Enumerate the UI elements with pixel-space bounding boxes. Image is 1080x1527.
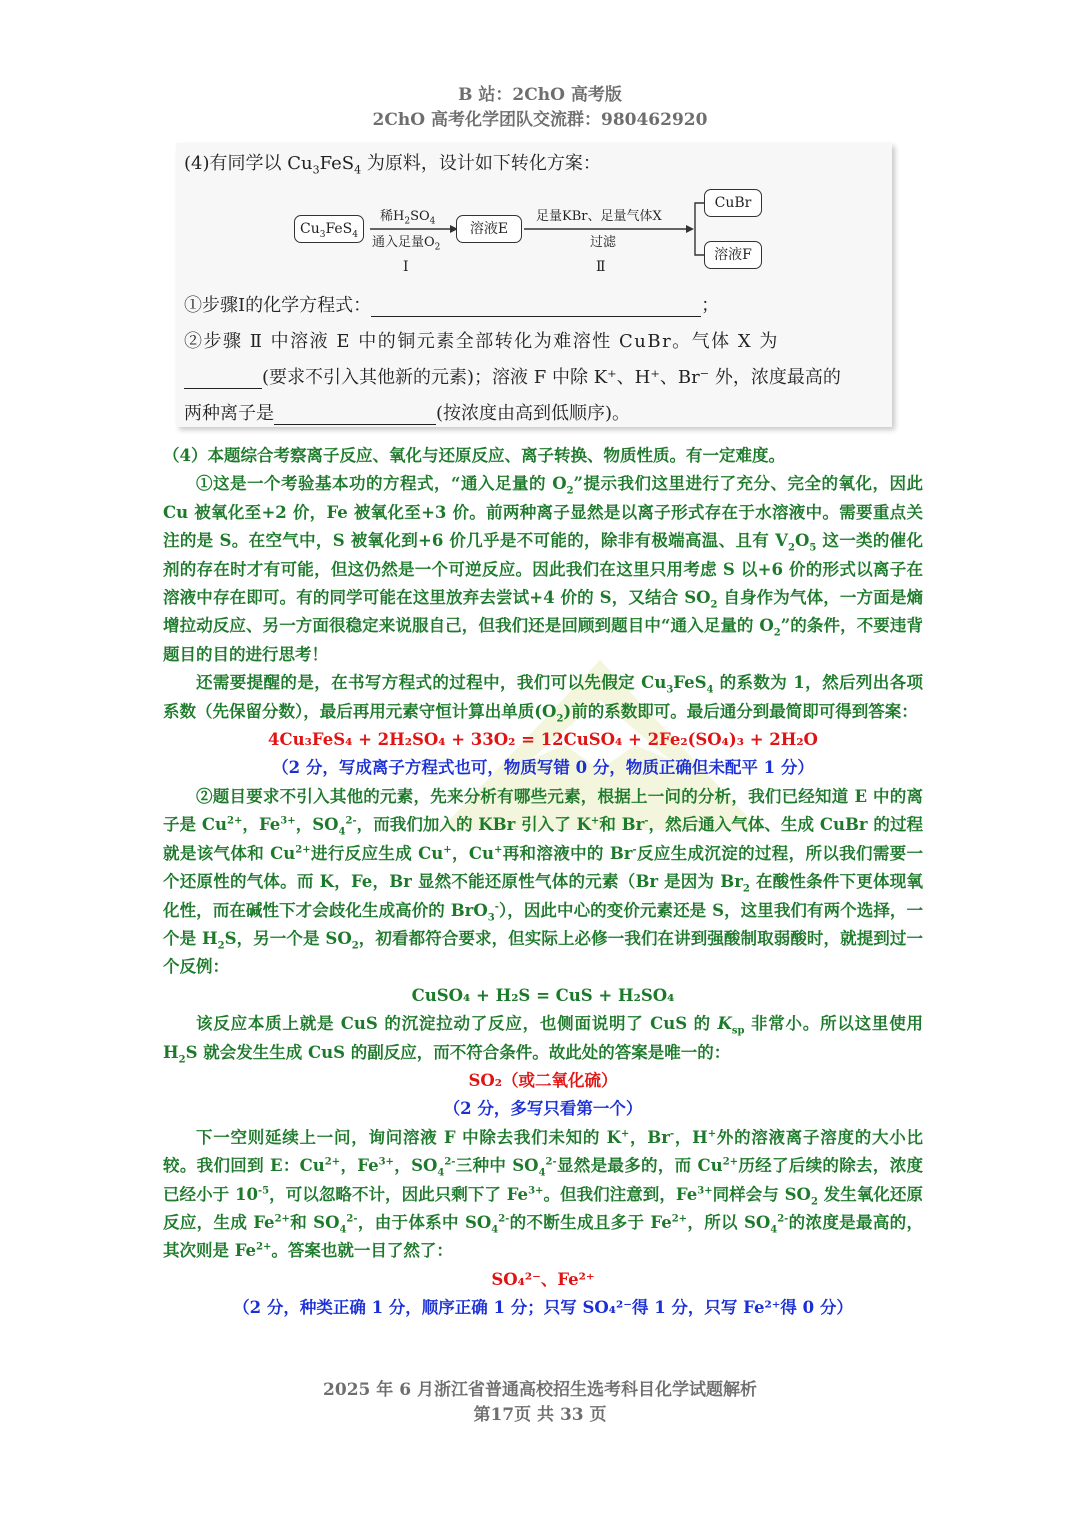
- question-part1-end: ；: [701, 295, 720, 316]
- header-site: B 站：2ChO 高考版: [458, 85, 622, 105]
- question-part2-line3: [184, 399, 630, 425]
- solution-paragraph-4: 该反应本质上就是 CuS 的沉淀拉动了反应，也侧面说明了 CuS 的 $K_{sp}$ 非常小。所以这里使用 $H_2S$ 就会发生生成 CuS 的副反应，而不符合条件。故此处的答案是唯一的：: [163, 1014, 923, 1065]
- question-part1: [184, 291, 719, 317]
- flow-step1-condition: 通入足量$O_2$: [372, 235, 441, 253]
- answer-blank-2: [184, 367, 262, 389]
- score-note-1: （2 分，写成离子方程式也可，物质写错 0 分，物质正确但未配平 1 分）: [272, 758, 814, 778]
- flow-step2-number: Ⅱ: [596, 259, 606, 275]
- answer-blank-1: [371, 295, 701, 317]
- header-group: 2ChO 高考化学团队交流群：980462920: [372, 110, 708, 130]
- question-part2-line3-text: 两种离子是: [184, 403, 274, 424]
- flow-box-solution-e: 溶液E: [456, 215, 522, 243]
- flow-step1-number: Ⅰ: [403, 259, 409, 275]
- answer-blank-3: [274, 403, 436, 425]
- solution-section: [163, 442, 923, 1323]
- question-part2-line2-text: (要求不引入其他新的元素)；溶液 F 中除 K⁺、H⁺、Br⁻ 外，浓度最高的: [262, 367, 841, 388]
- answer-equation-1: 4Cu₃FeS₄ + 2H₂SO₄ + 33O₂ = 12CuSO₄ + 2Fe₂(SO₄)₃ + 2H₂O: [268, 730, 818, 750]
- question-panel: [176, 143, 892, 427]
- solution-paragraph-1: ①这是一个考验基本功的方程式，“通入足量的 $O_2$”提示我们这里进行了充分、完全的氧化，因此 Cu 被氧化至+2 价，Fe 被氧化至+3 价。前两种离子显然是以离子形式存在于水溶液中。需要重点关注的是 S。在空气中，S 被氧化到+6 价几乎是不可能的，除非有极端高温、且有 $V_2O_5$ 这一类的催化剂的存在时才有可能，但这仍然是一个可逆反应。因此我们在这里只用考虑 S 以+6 价的形式以离子在溶液中存在即可。有的同学可能在这里放弃去尝试+4 价的 S，又结合 $SO_2$ 自身作为气体，一方面是熵增拉动反应、另一方面很稳定来说服自己，但我们还是回顾到题目中“通入足量的 $O_2$”的条件，不要违背题目的目的进行思考！: [163, 474, 924, 664]
- answer-ions: SO₄²⁻、Fe²⁺: [491, 1269, 595, 1289]
- reaction-equation: CuSO₄ + H₂S = CuS + H₂SO₄: [411, 985, 675, 1005]
- footer-title: 2025 年 6 月浙江省普通高校招生选考科目化学试题解析: [323, 1380, 757, 1400]
- solution-paragraph-3: ②题目要求不引入其他的元素，先来分析有哪些元素，根据上一问的分析，我们已经知道 E 中的离子是 $Cu^{2+}$，$Fe^{3+}$，$SO_4^{2-}$，而我们加入的 KBr 引入了 K+和 Br-，然后通入气体、生成 CuBr 的过程就是该气体和 $Cu^{2+}$进行反应生成 Cu+，Cu+再和溶液中的 Br-反应生成沉淀的过程，所以我们需要一个还原性的气体。而 K，Fe，Br 显然不能还原性气体的元素（Br 是因为 $Br_2$ 在酸性条件下更体现氧化性，而在碱性下才会歧化生成高价的 BrO$_3$-），因此中心的变价元素还是 S，这里我们有两个选择，一个是 $H_2S$，另一个是 $SO_2$，初看都符合要求，但实际上必修一我们在讲到强酸制取弱酸时，就提到过一个反例：: [163, 786, 924, 977]
- flow-step1-reagent: 稀$H_2SO_4$: [380, 209, 436, 227]
- flow-box-start: $Cu_3FeS_4$: [294, 215, 364, 243]
- flow-step2-condition: 过滤: [590, 235, 617, 250]
- score-note-3: （2 分，种类正确 1 分，顺序正确 1 分；只写 SO₄²⁻得 1 分，只写 Fe²⁺得 0 分）: [233, 1298, 853, 1318]
- question-part2-line2: [184, 363, 841, 389]
- arrow-step2-head: [686, 225, 694, 233]
- branch-bracket: [695, 203, 704, 255]
- question-part1-text: ①步骤Ⅰ的化学方程式：: [184, 295, 372, 316]
- flow-box-solution-f: 溶液F: [704, 241, 762, 269]
- flow-box-cubr: CuBr: [704, 189, 762, 217]
- flow-diagram: [176, 143, 892, 283]
- answer-gas-x: SO₂（或二氧化硫）: [468, 1070, 618, 1090]
- question-part2-line3-end: (按浓度由高到低顺序)。: [436, 403, 631, 424]
- footer-page: 第17页 共 33 页: [473, 1405, 607, 1425]
- solution-heading: （4）本题综合考察离子反应、氧化与还原反应、离子转换、物质性质。有一定难度。: [163, 446, 785, 465]
- question-part2-line1: ②步骤 Ⅱ 中溶液 E 中的铜元素全部转化为难溶性 CuBr。气体 X 为: [184, 331, 779, 352]
- score-note-2: （2 分，多写只看第一个）: [443, 1099, 643, 1119]
- question-intro: (4)有同学以 $Cu_3FeS_4$ 为原料，设计如下转化方案：: [184, 153, 601, 177]
- solution-paragraph-2: 还需要提醒的是，在书写方程式的过程中，我们可以先假定 $Cu_3FeS_4$ 的系数为 1，然后列出各项系数（先保留分数），最后再用元素守恒计算出单质$(O_2)$前的系数即可。最后通分到最简即可得到答案：: [163, 673, 923, 724]
- flow-step2-reagent: 足量KBr、足量气体X: [536, 209, 662, 224]
- solution-paragraph-5: 下一空则延续上一问，询问溶液 F 中除去我们未知的 K+，Br-，H+外的溶液离子溶度的大小比较。我们回到 E：$Cu^{2+}$，$Fe^{3+}$，$SO_4^{2-}$三种中 $SO_4^{2-}$显然是最多的，而 $Cu^{2+}$历经了后续的除去，浓度已经小于 $10^{-5}$，可以忽略不计，因此只剩下了 $Fe^{3+}$。但我们注意到，$Fe^{3+}$同样会与 $SO_2$ 发生氧化还原反应，生成 $Fe^{2+}$和 $SO_4^{2-}$，由于体系中 $SO_4^{2-}$的不断生成且多于 $Fe^{2+}$，所以 $SO_4^{2-}$的浓度是最高的，其次则是 $Fe^{2+}$。答案也就一目了然了：: [163, 1127, 924, 1261]
